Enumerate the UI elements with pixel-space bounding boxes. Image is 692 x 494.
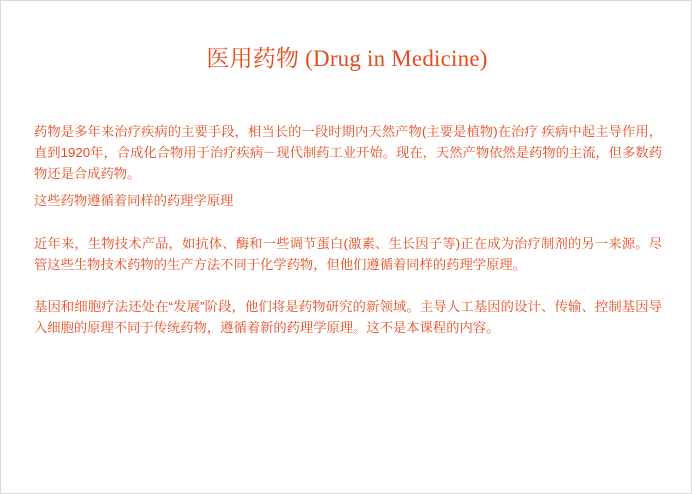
body-paragraph-2: 这些药物遵循着同样的药理学原理 xyxy=(34,193,234,208)
body-paragraph-3: 近年来，生物技术产品，如抗体、酶和一些调节蛋白(激素、生长因子等)正在成为治疗制剂的另一来源。尽管这些生物技术药物的生产方法不同于化学药物，但他们遵循着同样的药理学原理。 xyxy=(34,236,662,272)
page-title: 医用药物 (Drug in Medicine) xyxy=(206,46,488,71)
body-paragraph-1: 药物是多年来治疗疾病的主要手段，相当长的一段时期内天然产物(主要是植物)在治疗 疾病中起主导作用，直到1920年，合成化合物用于治疗疾病－现代制药工业开始。现在，天然产物依然是药物的主流，但多数药物还是合成药物。 xyxy=(34,124,662,181)
body-paragraph-4: 基因和细胞疗法还处在“发展”阶段，他们将是药物研究的新领域。主导人工基因的设计、传输、控制基因导入细胞的原理不同于传统药物，遵循着新的药理学原理。这不是本课程的内容。 xyxy=(34,299,662,335)
